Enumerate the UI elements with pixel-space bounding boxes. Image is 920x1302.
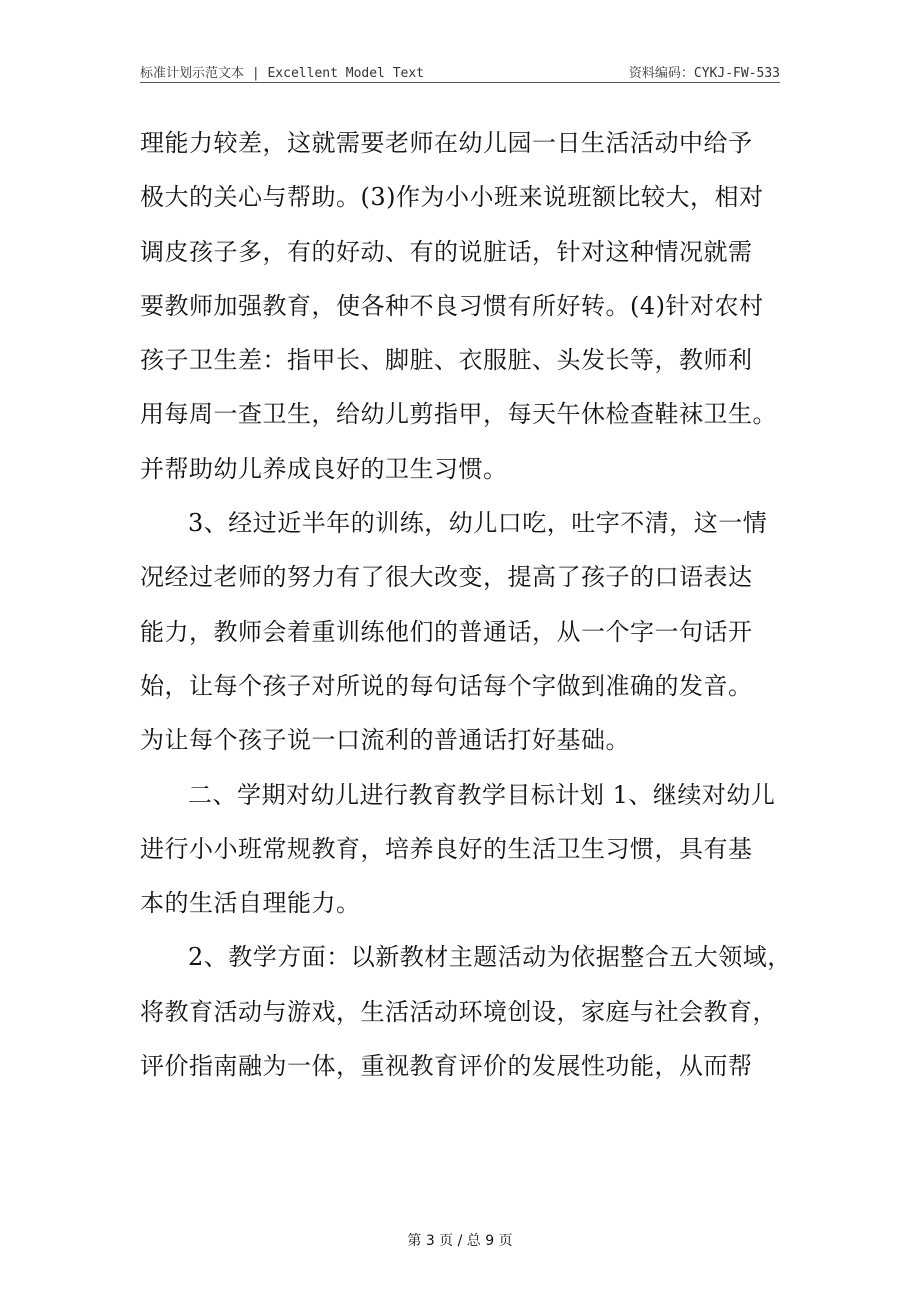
text-line: 调皮孩子多，有的好动、有的说脏话，针对这种情况就需	[140, 237, 753, 266]
text-line: 始，让每个孩子对所说的每句话每个字做到准确的发音。	[140, 671, 753, 700]
document-code: 资料编码：CYKJ-FW-533	[628, 66, 780, 81]
text-line: 将教育活动与游戏，生活活动环境创设，家庭与社会教育，	[140, 997, 777, 1026]
text-line: 为让每个孩子说一口流利的普通话打好基础。	[140, 726, 630, 755]
header-title: 标准计划示范文本 | Excellent Model Text	[140, 66, 425, 81]
page-number: 第 3 页 / 总 9 页	[407, 1233, 513, 1249]
text-line: 并帮助幼儿养成良好的卫生习惯。	[140, 454, 508, 483]
document-body	[140, 116, 792, 1093]
text-line: 极大的关心与帮助。(3)作为小小班来说班额比较大，相对	[140, 183, 764, 212]
paragraph-start-line: 3、经过近半年的训练，幼儿口吃，吐字不清，这一情	[188, 509, 768, 538]
page-header	[140, 62, 780, 82]
text-line: 况经过老师的努力有了很大改变，提高了孩子的口语表达	[140, 563, 753, 592]
text-line: 理能力较差，这就需要老师在幼儿园一日生活活动中给予	[140, 129, 753, 157]
text-line: 孩子卫生差：指甲长、脚脏、衣服脏、头发长等，教师利	[140, 346, 753, 375]
paragraph-start-line: 2、教学方面：以新教材主题活动为依据整合五大领域，	[188, 943, 792, 972]
header-divider	[140, 82, 780, 83]
text-line: 能力，教师会着重训练他们的普通话，从一个字一句话开	[140, 617, 753, 646]
text-line: 本的生活自理能力。	[140, 889, 361, 918]
text-line: 评价指南融为一体，重视教育评价的发展性功能，从而帮	[140, 1052, 753, 1081]
text-line: 用每周一查卫生，给幼儿剪指甲，每天午休检查鞋袜卫生。	[140, 400, 777, 429]
page-footer	[0, 1230, 920, 1250]
paragraph-start-line: 二、学期对幼儿进行教育教学目标计划 1、继续对幼儿	[188, 780, 776, 809]
text-line: 要教师加强教育，使各种不良习惯有所好转。(4)针对农村	[140, 291, 764, 320]
text-line: 进行小小班常规教育，培养良好的生活卫生习惯，具有基	[140, 834, 753, 863]
